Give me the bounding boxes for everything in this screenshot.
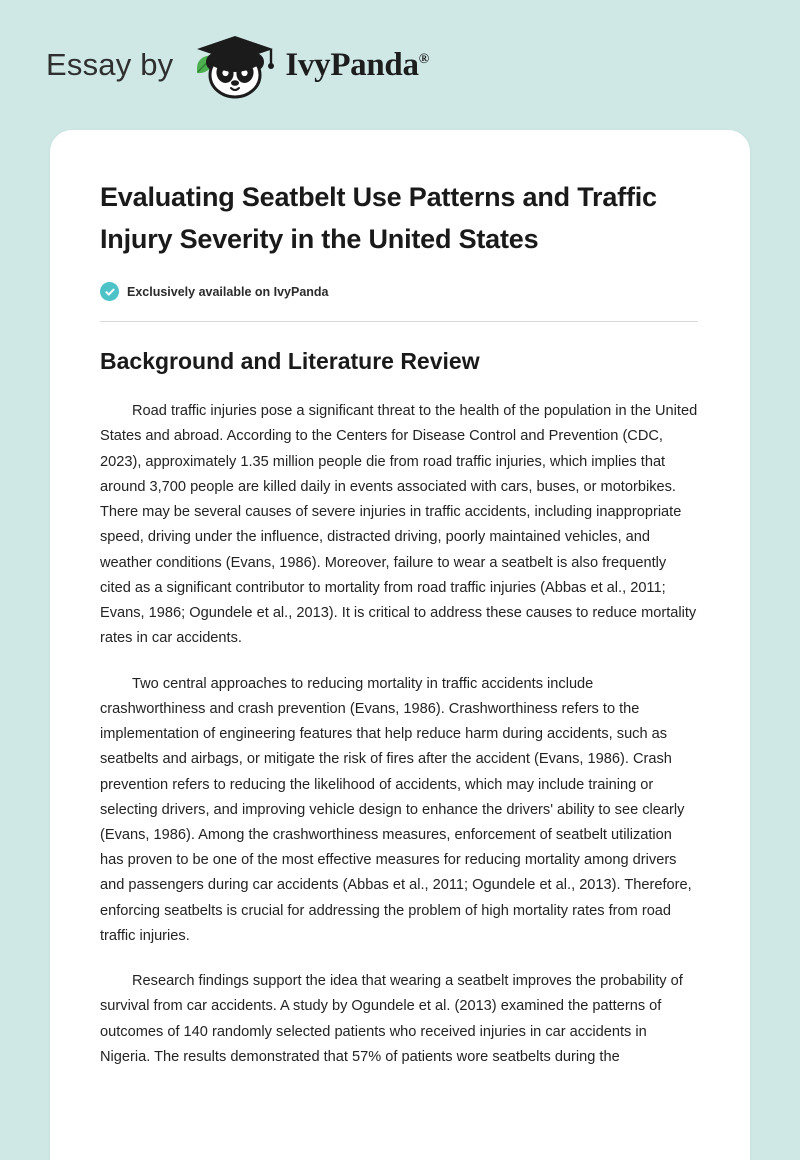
- paragraph-3: Research findings support the idea that wearing a seatbelt improves the probability of survival from car accidents. A study by Ogundele et al. (2013) examined the patterns of outcomes of 140 randomly selected patients who received injuries in car accidents in Nigeria. The results demonstrated that 57% of patients wore seatbelts during the: [100, 973, 683, 1065]
- essay-by-label: Essay by: [46, 47, 174, 82]
- page-title: Evaluating Seatbelt Use Patterns and Traffic Injury Severity in the United States: [100, 182, 657, 255]
- section-heading: Background and Literature Review: [100, 348, 480, 375]
- brand-name-text: IvyPanda: [285, 46, 419, 83]
- check-circle-icon: [100, 282, 119, 301]
- ivypanda-logo[interactable]: [187, 28, 428, 102]
- paragraph-2: Two central approaches to reducing mortality in traffic accidents include crashworthiness and crash prevention (Evans, 1986). Crashworthiness refers to the implementation of engineering features that help reduce harm during accidents, such as seatbelts and airbags, or mitigate the risk of fires after the accident (Evans, 1986). Crash prevention refers to reducing the likelihood of accidents, which may include training or selecting drivers, and improving vehicle design to enhance the drivers' ability to see clearly (Evans, 1986). Among the crashworthiness measures, enforcement of seatbelt utilization has proven to be one of the most effective measures for reducing mortality among drivers and passengers during car accidents (Abbas et al., 2011; Ogundele et al., 2013). Therefore, enforcing seatbelts is crucial for addressing the problem of high mortality rates from road traffic injuries.: [100, 675, 692, 944]
- paragraph-1: Road traffic injuries pose a significant threat to the health of the population in the United States and abroad. According to the Centers for Disease Control and Prevention (CDC, 2023), approximately 1.35 million people die from road traffic injuries, which implies that around 3,700 people are killed daily in events associated with cars, buses, or motorbikes. There may be several causes of severe injuries in traffic accidents, including inappropriate speed, driving under the influence, distracted driving, poorly maintained vehicles, and weather conditions (Evans, 1986). Moreover, failure to wear a seatbelt is also frequently cited as a significant contributor to mortality from road traffic injuries (Abbas et al., 2011; Evans, 1986; Ogundele et al., 2013). It is critical to address these causes to reduce mortality rates in car accidents.: [100, 403, 698, 647]
- brand-name-label: [285, 47, 428, 84]
- exclusive-badge: [100, 282, 698, 301]
- document-sheet: [50, 130, 750, 1160]
- brand-header: [0, 0, 800, 130]
- exclusive-label: Exclusively available on IvyPanda: [127, 284, 329, 299]
- brand-registered-mark: ®: [418, 51, 429, 67]
- title-divider: [100, 321, 698, 322]
- graduation-cap-panda-logo-icon: [187, 28, 283, 102]
